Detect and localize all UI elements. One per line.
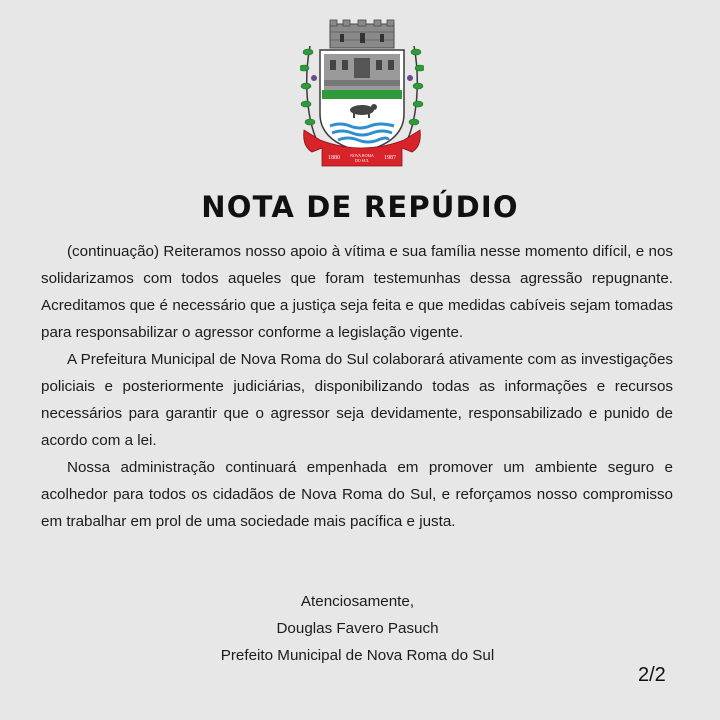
- signature-closing: Atenciosamente,: [300, 593, 415, 610]
- paragraph: (continuação) Reiteramos nosso apoio à vítima e sua família nesse momento difícil, e nos solidarizamos com todos aqueles que foram testemunhas dessa agressão repugnante. Acreditamos que é necessário que a justiça seja feita e que medidas cabíveis sejam tomadas para responsabilizar o agressor conforme a legislação vigente.: [41, 243, 673, 341]
- shield-green-band: [322, 90, 402, 99]
- paragraph: Nossa administração continuará empenhada em promover um ambiente seguro e acolhedor para todos os cidadãos de Nova Roma do Sul, e reforçamos nosso compromisso em trabalhar em prol de uma sociedade mais pacífica e justa.: [41, 459, 673, 530]
- page-indicator: 2/2: [638, 664, 666, 686]
- body-text: [41, 238, 673, 535]
- scroll-year-left: 1880: [328, 155, 340, 161]
- signature-name: Douglas Favero Pasuch: [276, 620, 439, 637]
- scroll-name: NOVA ROMA DO SUL: [350, 154, 374, 163]
- signature-role: Prefeito Municipal de Nova Roma do Sul: [220, 647, 495, 664]
- municipal-coat-of-arms: [300, 18, 424, 168]
- paragraph: A Prefeitura Municipal de Nova Roma do Sul colaborará ativamente com as investigações policiais e posteriormente judiciárias, disponibilizando todas as informações e recursos necessários para garantir que o agressor seja devidamente, responsabilizado e punido de acordo com a lei.: [41, 351, 673, 449]
- shield-building: [324, 54, 400, 90]
- signature-block: [0, 588, 715, 669]
- page-title: NOTA DE REPÚDIO: [201, 190, 519, 224]
- mural-crown: [330, 20, 394, 48]
- scroll-year-right: 1987: [384, 155, 396, 161]
